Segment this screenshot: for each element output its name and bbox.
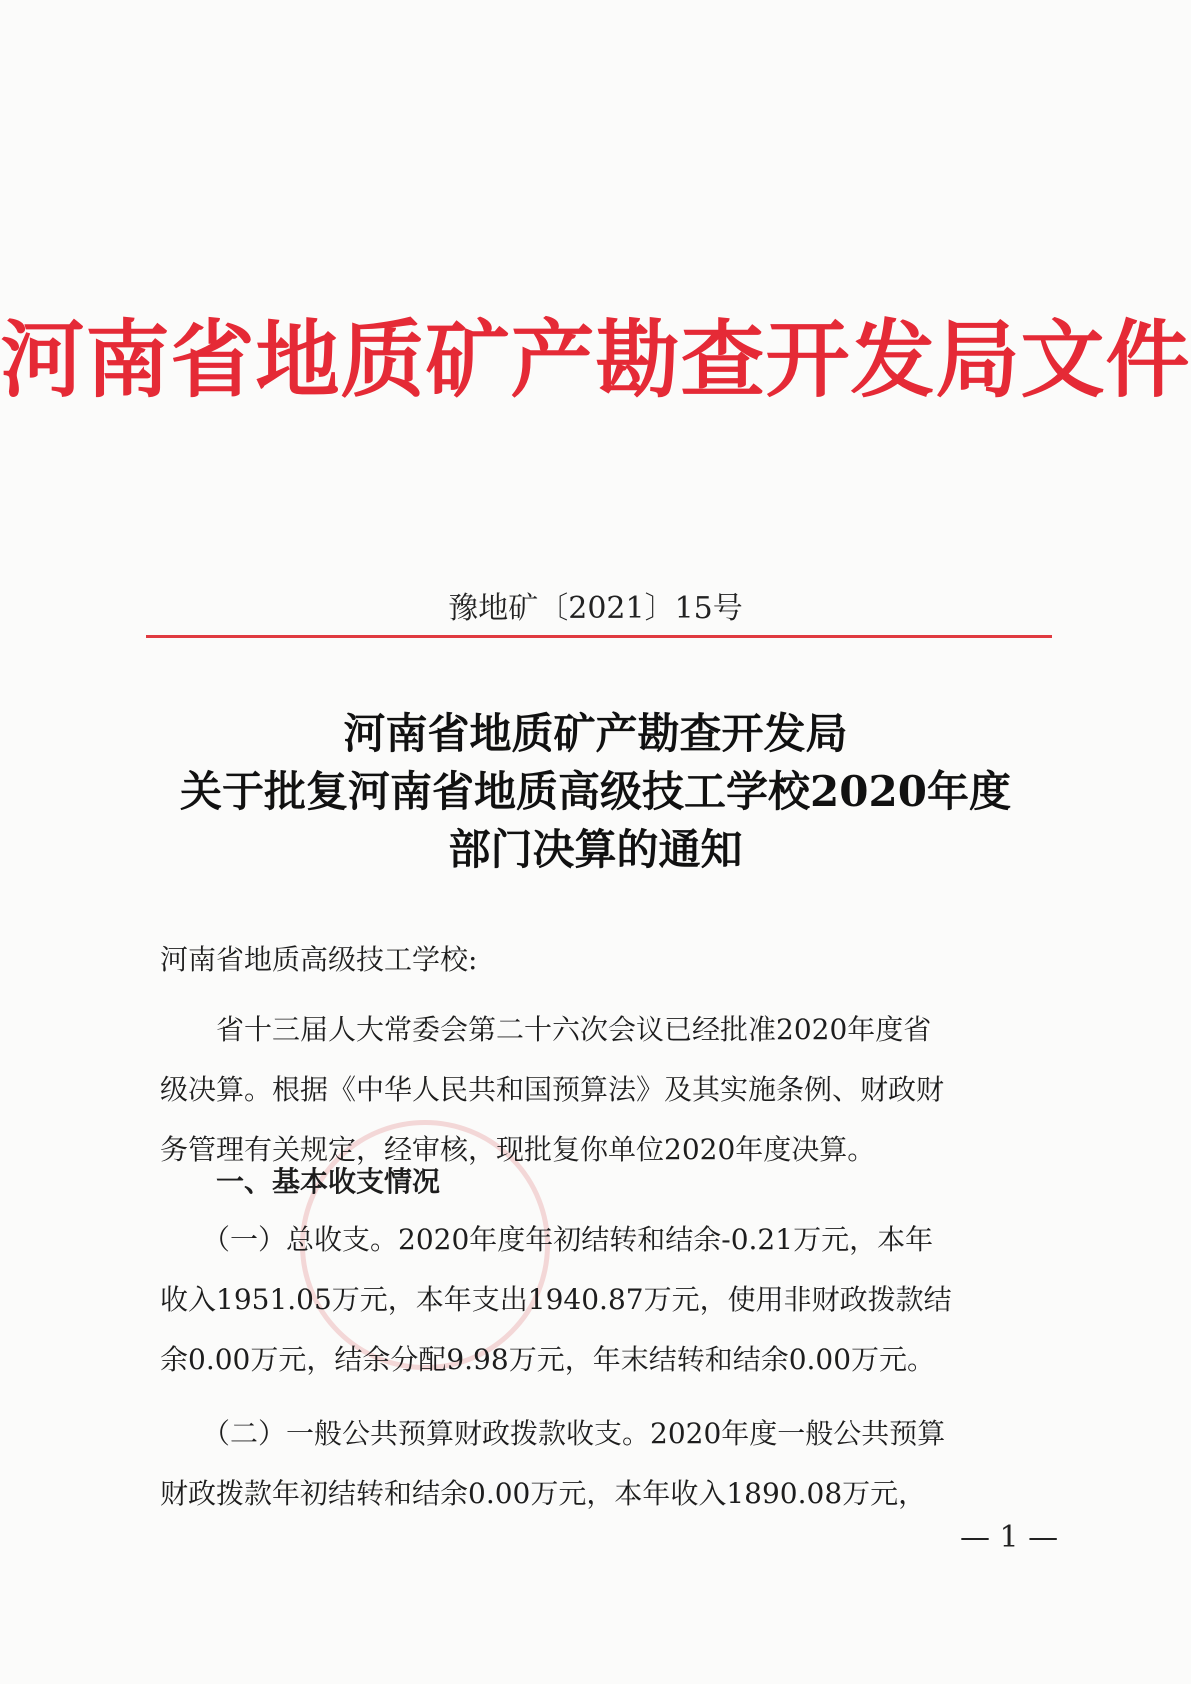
text-line: 收入1951.05万元，本年支出1940.87万元，使用非财政拨款结 — [160, 1283, 952, 1316]
org-header-title: 河南省地质矿产勘查开发局文件 — [0, 310, 1191, 409]
text-line: 省十三届人大常委会第二十六次会议已经批准2020年度省 — [160, 1013, 932, 1046]
paragraph-total — [160, 1210, 1040, 1390]
title-line-1: 河南省地质矿产勘查开发局 — [343, 709, 848, 758]
salutation: 河南省地质高级技工学校: — [160, 943, 478, 976]
text-line: 级决算。根据《中华人民共和国预算法》及其实施条例、财政财 — [160, 1073, 945, 1106]
page-number: — 1 — — [960, 1520, 1059, 1555]
text-line: 务管理有关规定，经审核，现批复你单位2020年度决算。 — [160, 1133, 876, 1166]
text-line: （一）总收支。2020年度年初结转和结余-0.21万元，本年 — [160, 1223, 934, 1256]
text-line: （二）一般公共预算财政拨款收支。2020年度一般公共预算 — [160, 1417, 946, 1450]
notice-title — [0, 705, 1191, 879]
paragraph-general-budget — [160, 1404, 1040, 1524]
document-number: 豫地矿〔2021〕15号 — [448, 591, 743, 626]
red-divider-line — [146, 635, 1052, 638]
title-line-2: 关于批复河南省地质高级技工学校2020年度 — [180, 767, 1011, 816]
title-line-3: 部门决算的通知 — [448, 825, 743, 874]
text-line: 余0.00万元，结余分配9.98万元，年末结转和结余0.00万元。 — [160, 1343, 936, 1376]
section-heading-1: 一、基本收支情况 — [160, 1165, 441, 1198]
text-line: 财政拨款年初结转和结余0.00万元，本年收入1890.08万元， — [160, 1477, 927, 1510]
paragraph-intro — [160, 1000, 1040, 1180]
